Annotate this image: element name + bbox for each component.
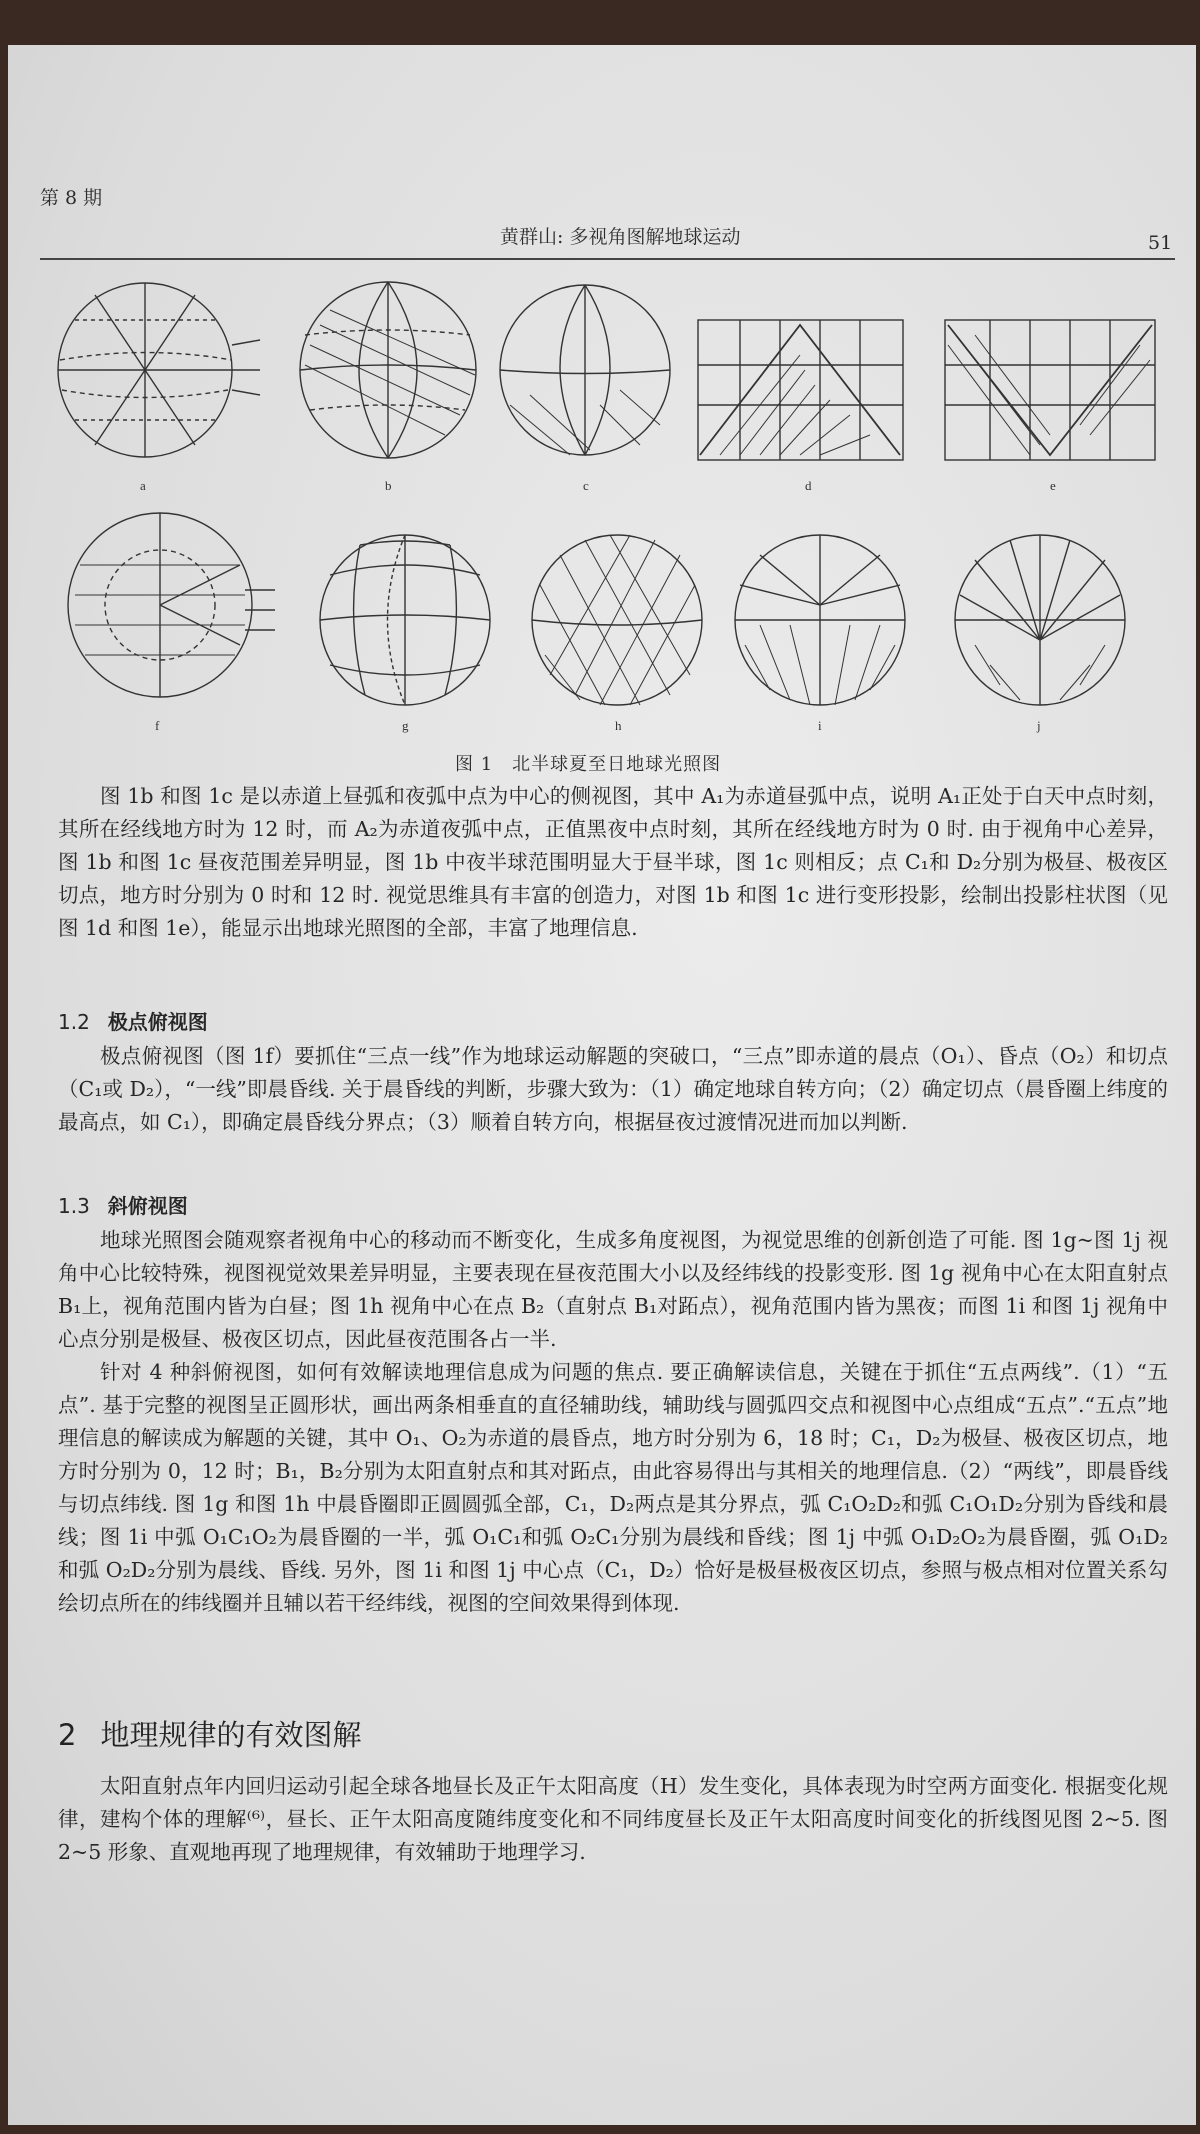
section-2-body [58,1770,1168,1869]
panel-label-g: g [402,718,409,733]
diagram-b [300,282,476,458]
header-rule [40,258,1175,260]
diagram-i [735,535,905,705]
paragraph: 太阳直射点年内回归运动引起全球各地昼长及正午太阳高度（H）发生变化，具体表现为时空两方面变化. 根据变化规律，建构个体的理解⁽⁶⁾，昼长、正午太阳高度随纬度变化和不同纬度昼长及正午太阳高度时间变化的折线图见图 2~5. 图 2~5 形象、直观地再现了地理规律，有效辅助于地理学习. [58,1774,1168,1864]
issue-number: 第 8 期 [40,187,103,209]
diagram-j [955,535,1125,705]
section-title: 斜俯视图 [107,1194,188,1218]
page-number: 51 [1148,232,1173,254]
diagram-a [58,283,260,457]
paragraph: 地球光照图会随观察者视角中心的移动而不断变化，生成多角度视图，为视觉思维的创新创造了可能. 图 1g~图 1j 视角中心比较特殊，视图视觉效果差异明显，主要表现在昼夜范围大小以及经纬线的投影变形. 图 1g 视角中心在太阳直射点 B₁上，视角范围内皆为白昼；图 1h 视角中心在点 B₂（直射点 B₁对跖点），视角范围内皆为黑夜；而图 1i 和图 1j 视角中心点分别是极昼、极夜区切点，因此昼夜范围各占一半. [58,1228,1168,1351]
diagram-h [532,535,702,705]
panel-label-j: j [1037,718,1041,733]
diagram-f [68,513,275,697]
section-heading-1-2 [58,1006,208,1035]
panel-label-f: f [155,718,160,733]
section-number: 2 [58,1718,77,1752]
paragraph: 针对 4 种斜俯视图，如何有效解读地理信息成为问题的焦点. 要正确解读信息，关键在于抓住“五点两线”.（1）“五点”. 基于完整的视图呈正圆形状，画出两条相垂直的直径辅助线，辅助线与圆弧四交点和视图中心点组成“五点”.“五点”地理信息的解读成为解题的关键，其中 O₁、O₂为赤道的晨昏点，地方时分别为 6，18 时；C₁，D₂为极昼、极夜区切点，地方时分别为 0，12 时；B₁，B₂分别为太阳直射点和其对跖点，由此容易得出与其相关的地理信息.（2）“两线”，即晨昏线与切点纬线. 图 1g 和图 1h 中晨昏圈即正圆圆弧全部，C₁，D₂两点是其分界点，弧 C₁O₂D₂和弧 C₁O₁D₂分别为昏线和晨线；图 1i 中弧 O₁C₁O₂为晨昏圈的一半，弧 O₁C₁和弧 O₂C₁分别为晨线和昏线；图 1j 中弧 O₁D₂O₂为晨昏圈，弧 O₁D₂和弧 O₂D₂分别为晨线、昏线. 另外，图 1i 和图 1j 中心点（C₁，D₂）恰好是极昼极夜区切点，参照与极点相对位置关系勾绘切点所在的纬线圈并且辅以若干经纬线，视图的空间效果得到体现. [58,1360,1168,1615]
panel-label-c: c [583,478,589,493]
panel-label-b: b [385,478,392,493]
diagram-g [320,535,490,705]
paragraph: 图 1b 和图 1c 是以赤道上昼弧和夜弧中点为中心的侧视图，其中 A₁为赤道昼弧中点，说明 A₁正处于白天中点时刻，其所在经线地方时为 12 时，而 A₂为赤道夜弧中点，正值黑夜中点时刻，其所在经线地方时为 0 时. 由于视角中心差异，图 1b 和图 1c 昼夜范围差异明显，图 1b 中夜半球范围明显大于昼半球，图 1c 则相反；点 C₁和 D₂分别为极昼、极夜区切点，地方时分别为 0 时和 12 时. 视觉思维具有丰富的创造力，对图 1b 和图 1c 进行变形投影，绘制出投影柱状图（见图 1d 和图 1e），能显示出地球光照图的全部，丰富了地理信息. [58,784,1168,940]
section-1-2-body [58,1040,1168,1139]
panel-label-i: i [818,718,822,733]
section-heading-1-3 [58,1190,188,1219]
section-heading-2 [58,1713,361,1754]
running-title: 黄群山: 多视角图解地球运动 [500,226,741,248]
panel-label-e: e [1050,478,1056,493]
figure-1-diagrams [0,265,1200,745]
panel-label-h: h [615,718,622,733]
paragraph: 极点俯视图（图 1f）要抓住“三点一线”作为地球运动解题的突破口，“三点”即赤道的晨点（O₁）、昏点（O₂）和切点（C₁或 D₂），“一线”即晨昏线. 关于晨昏线的判断，步骤大致为：（1）确定地球自转方向；（2）确定切点（晨昏圈上纬度的最高点，如 C₁），即确定晨昏线分界点；（3）顺着自转方向，根据昼夜过渡情况进而加以判断. [58,1044,1168,1134]
panel-label-d: d [805,478,812,493]
diagram-c [500,285,670,455]
diagram-d [698,320,903,460]
section-number: 1.2 [58,1010,90,1034]
section-title: 极点俯视图 [107,1010,208,1034]
figure-caption: 图 1 北半球夏至日地球光照图 [455,754,722,775]
section-1-3-body [58,1224,1168,1620]
diagram-e [945,320,1155,460]
section-number: 1.3 [58,1194,90,1218]
panel-label-a: a [140,478,146,493]
section-title: 地理规律的有效图解 [100,1718,362,1752]
intro-section [58,780,1168,945]
